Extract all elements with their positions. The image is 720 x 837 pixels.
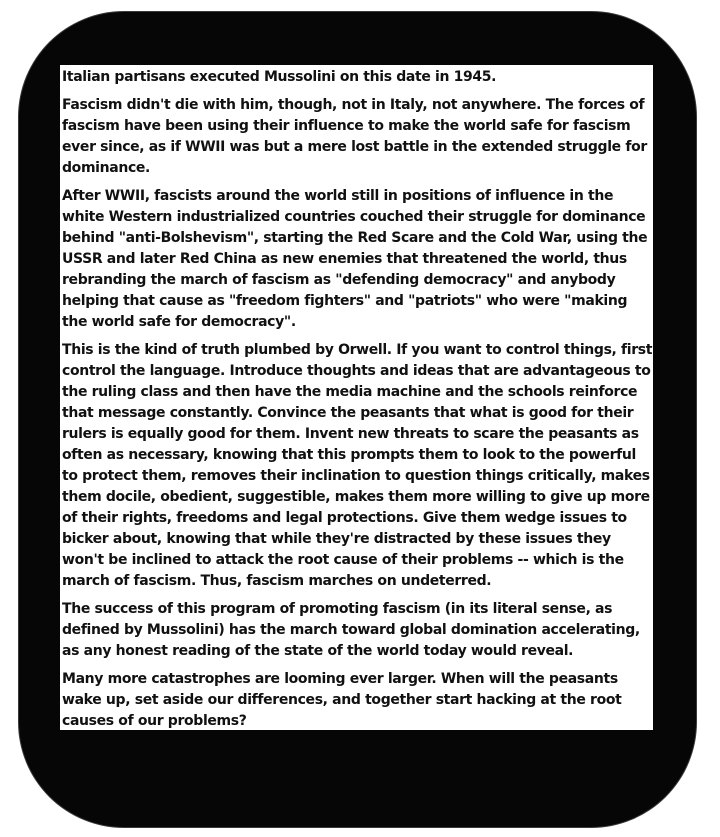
text-panel [60,65,653,730]
paragraph-3: After WWII, fascists around the world still in positions of influence in the white Western industrialized countries couched their struggle for dominance behind "anti-Bolshevism", starting the Red Scare and the Cold War, using the USSR and later Red China as new enemies that threatened the world, thus rebranding the march of fascism as "defending democracy" and anybody helping that cause as "freedom fighters" and "patriots" who were "making the world safe for democracy". [62,188,648,330]
paragraph-2: Fascism didn't die with him, though, not in Italy, not anywhere. The forces of fascism have been using their influence to make the world safe for fascism ever since, as if WWII was but a mere lost battle in the extended struggle for dominance. [62,97,647,176]
paragraph-5: The success of this program of promoting fascism (in its literal sense, as defined by Mussolini) has the march toward global domination accelerating, as any honest reading of the state of the world today would reveal. [62,601,640,659]
paragraph-4: This is the kind of truth plumbed by Orwell. If you want to control things, first control the language. Introduce thoughts and ideas that are advantageous to the ruling class and then have the media machine and the schools reinforce that message constantly. Convince the peasants that what is good for their rulers is equally good for them. Invent new threats to scare the peasants as often as necessary, knowing that this prompts them to look to the powerful to protect them, removes their inclination to question things critically, makes them docile, obedient, suggestible, makes them more willing to give up more of their rights, freedoms and legal protections. Give them wedge issues to bicker about, knowing that while they're distracted by these issues they won't be inclined to attack the root cause of their problems -- which is the march of fascism. Thus, fascism marches on undeterred. [62,342,653,589]
paragraph-6: Many more catastrophes are looming ever larger. When will the peasants wake up, set aside our differences, and together start hacking at the root causes of our problems? [62,671,622,729]
paragraph-1: Italian partisans executed Mussolini on this date in 1945. [62,69,497,85]
